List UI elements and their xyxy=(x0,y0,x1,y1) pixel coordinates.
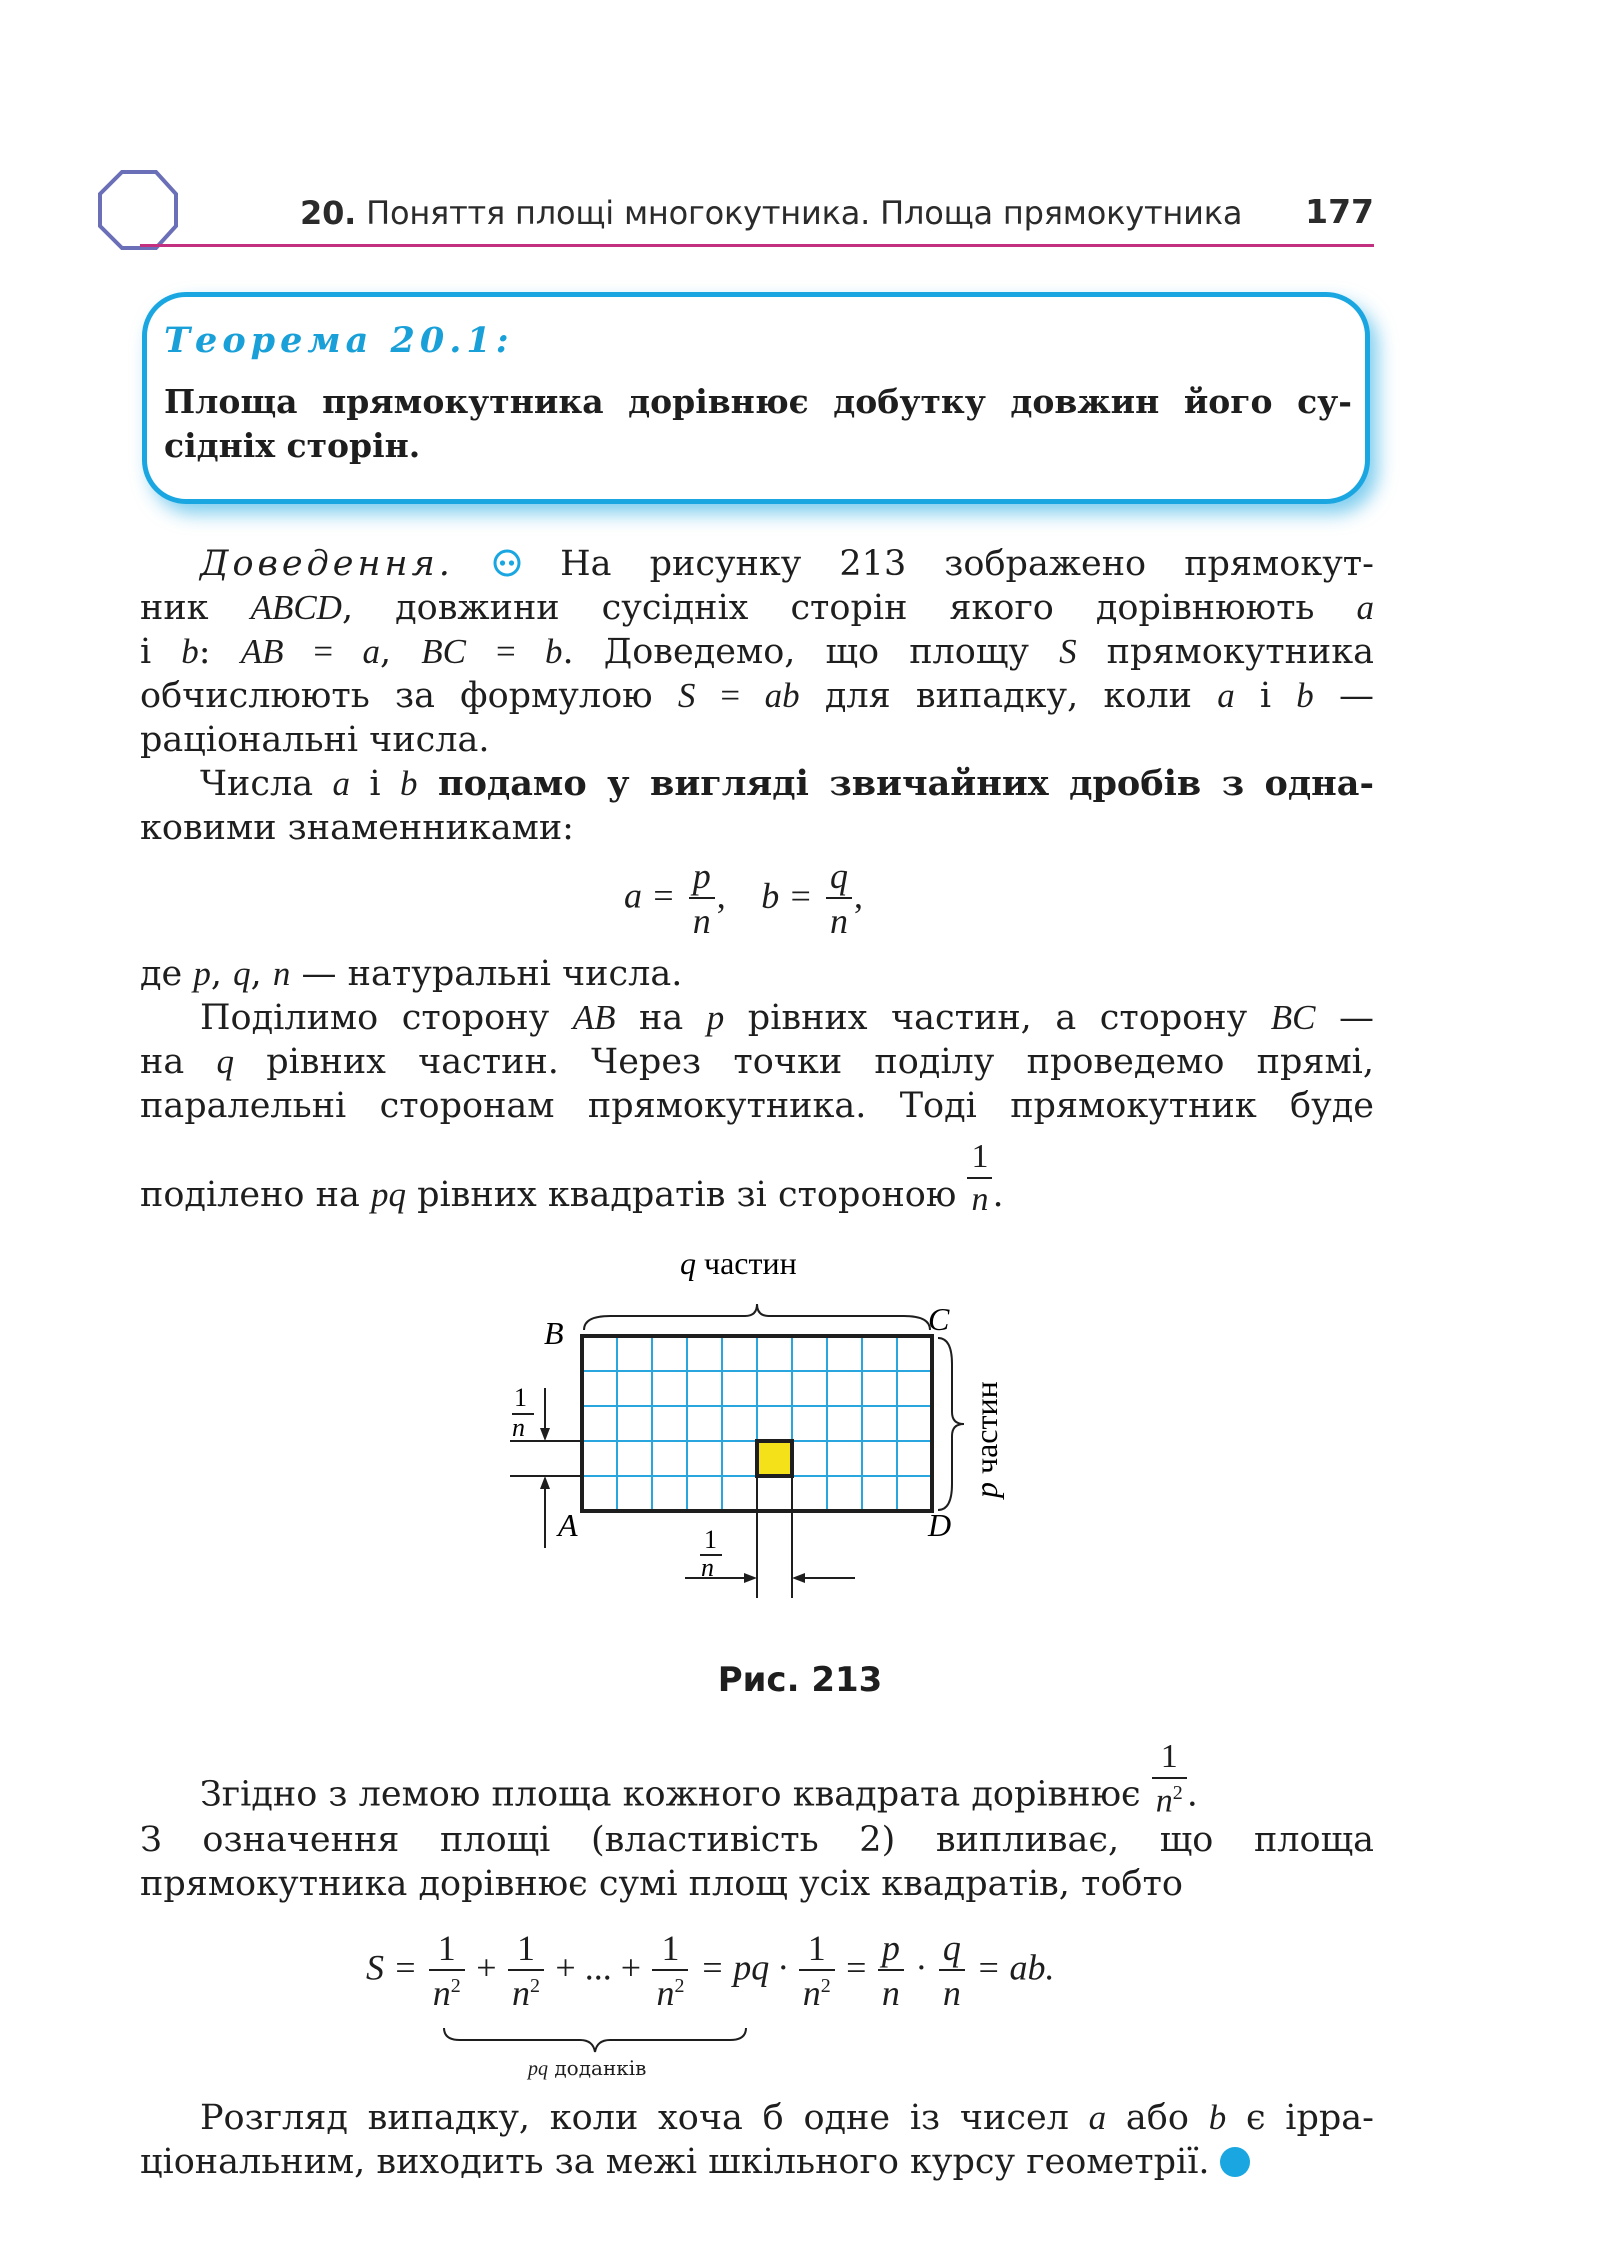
side-fraction-den: n xyxy=(512,1413,525,1442)
para5-line-1: Розгляд випадку, коли хоча б одне із чисел a або b є ірра- xyxy=(200,2098,1374,2138)
bottom-fraction-num: 1 xyxy=(704,1525,717,1554)
para3-line-3: паралельні сторонам прямокутника. Тоді прямокутник буде xyxy=(140,1086,1374,1126)
proof-line-5: раціональні числа. xyxy=(140,720,490,760)
proof-end-dot-icon xyxy=(1220,2147,1250,2177)
para3-line-1: Поділимо сторону AB на p рівних частин, а сторону BC — xyxy=(200,998,1374,1038)
top-label: q частин xyxy=(680,1245,797,1281)
vertex-a: A xyxy=(558,1507,578,1543)
summands-label: pq доданків xyxy=(528,2056,647,2080)
para2-line-3: де p, q, n — натуральні числа. xyxy=(140,954,683,994)
para4-line-2: З означення площі (властивість 2) випливає, що площа xyxy=(140,1820,1374,1860)
figure-caption: Рис. 213 xyxy=(717,1660,883,1700)
theorem-statement: Площа прямокутника дорівнює добутку довжин його су- сідніх сторін. xyxy=(164,382,1352,465)
unit-square xyxy=(757,1441,792,1476)
para5-line-2: ціональним, виходить за межі шкільного курсу геометрії. xyxy=(140,2140,1374,2184)
para4-line-1: Згідно з лемою площа кожного квадрата дорівнює $\frac{1}{n^2}$ . xyxy=(200,1738,1198,1820)
top-brace xyxy=(584,1304,930,1330)
octagon-logo-icon xyxy=(96,168,180,252)
right-brace xyxy=(938,1338,964,1510)
proof-line-4: обчислюють за формулою S = ab для випадку, коли a і b — xyxy=(140,676,1374,716)
vertex-c: C xyxy=(928,1301,950,1337)
side-fraction-num: 1 xyxy=(514,1383,527,1412)
vertex-b: B xyxy=(544,1315,564,1351)
proof-line-2: ник ABCD, довжини сусідніх сторін якого дорівнюють a xyxy=(140,588,1375,628)
para2-line-1: Числа a і b подамо у вигляді звичайних дробів з одна- xyxy=(200,763,1374,804)
vertex-d: D xyxy=(928,1507,952,1543)
proof-line-1: Доведення. На рисунку 213 зображено прямокут- xyxy=(200,544,1374,584)
page-number: 177 xyxy=(1305,192,1374,231)
para4-line-3: прямокутника дорівнює сумі площ усіх квадратів, тобто xyxy=(140,1864,1183,1904)
area-sum-formula: S = $\frac{1}{n^2}$ + $\frac{1}{n^2}$ + ... + $\frac{1}{n^2}$ = pq · $\frac{1}{n^2}$ = $\frac{p}{n}$ · $\frac{q}{n}$ = ab. xyxy=(366,1928,1055,2013)
theorem-title: Теорема 20.1: xyxy=(164,320,514,361)
header-rule xyxy=(140,244,1374,247)
para3-line-2: на q рівних частин. Через точки поділу проведемо прямі, xyxy=(140,1042,1374,1082)
proof-start-icon xyxy=(492,548,522,578)
para3-line-4: поділено на pq рівних квадратів зі стороною $\frac{1}{n}$ . xyxy=(140,1138,1004,1218)
para2-line-2: ковими знаменниками: xyxy=(140,808,574,848)
running-header: 20. Поняття площі многокутника. Площа прямокутника xyxy=(300,194,1243,232)
bottom-fraction-den: n xyxy=(701,1553,714,1582)
fraction-formula-a-b: a = $\frac{p}{n}$ , b = $\frac{q}{n}$ , xyxy=(624,856,863,941)
proof-line-3: і b: AB = a, BC = b. Доведемо, що площу S прямокутника xyxy=(140,632,1374,672)
right-label: p частин xyxy=(968,1381,1004,1498)
summands-brace xyxy=(440,2026,750,2056)
figure-213-rectangle-grid xyxy=(490,1238,1050,1618)
